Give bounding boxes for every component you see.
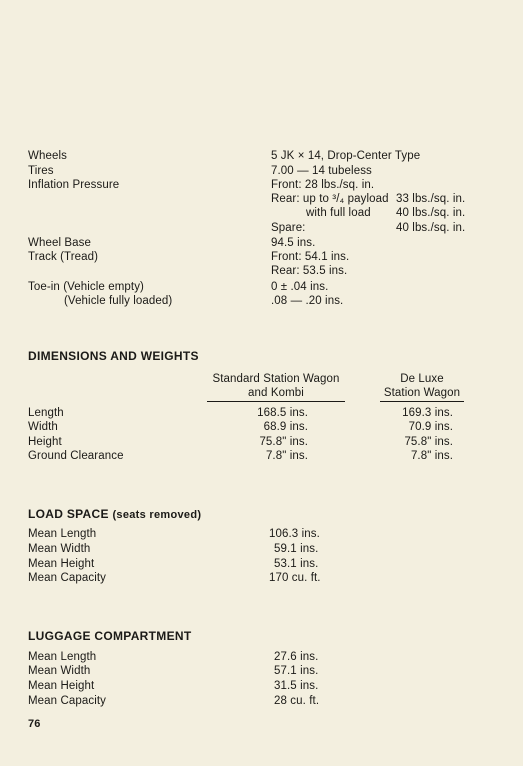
label-toe-in-loaded: (Vehicle fully loaded) <box>64 295 173 307</box>
col-standard-line2: and Kombi <box>248 387 304 399</box>
value-wheel-base: 94.5 ins. <box>271 237 316 249</box>
col-standard-rule <box>207 401 345 402</box>
value-toe-loaded: .08 — .20 ins. <box>271 295 344 307</box>
load-row-value: 53.1 ins. <box>274 558 319 570</box>
dim-row-label: Ground Clearance <box>28 450 124 462</box>
dim-row-deluxe: 7.8" ins. <box>410 450 453 462</box>
dim-row-label: Height <box>28 436 62 448</box>
load-row-value: 106.3 ins. <box>269 528 320 540</box>
luggage-row-value: 28 cu. ft. <box>274 695 320 707</box>
luggage-row-label: Mean Capacity <box>28 695 107 707</box>
value-rear-payload: Rear: up to ³/₄ payload <box>271 193 389 205</box>
value-tires: 7.00 — 14 tubeless <box>271 165 372 177</box>
label-track: Track (Tread) <box>28 251 99 263</box>
load-row-value: 59.1 ins. <box>274 543 319 555</box>
luggage-row-label: Mean Width <box>28 665 91 677</box>
luggage-row-value: 57.1 ins. <box>274 665 319 677</box>
col-deluxe-rule <box>380 401 464 402</box>
luggage-row-label: Mean Height <box>28 680 95 692</box>
col-deluxe-line2: Station Wagon <box>383 387 461 399</box>
load-row-value: 170 cu. ft. <box>269 572 321 584</box>
dim-row-label: Width <box>28 421 58 433</box>
dim-row-standard: 68.9 ins. <box>263 421 308 433</box>
load-space-heading <box>28 507 201 521</box>
value-rear-full-pressure: 40 lbs./sq. in. <box>396 207 466 219</box>
load-space-heading-title: LOAD SPACE <box>28 507 109 521</box>
load-row-label: Mean Width <box>28 543 91 555</box>
load-space-heading-note: (seats removed) <box>112 509 202 521</box>
dim-row-deluxe: 70.9 ins. <box>408 421 453 433</box>
load-row-label: Mean Height <box>28 558 95 570</box>
value-spare-pressure: 40 lbs./sq. in. <box>396 222 466 234</box>
dim-row-standard: 168.5 ins. <box>257 407 308 419</box>
luggage-row-label: Mean Length <box>28 651 97 663</box>
dim-row-deluxe: 169.3 ins. <box>402 407 453 419</box>
load-row-label: Mean Length <box>28 528 97 540</box>
label-wheel-base: Wheel Base <box>28 237 92 249</box>
dim-row-deluxe: 75.8" ins. <box>404 436 453 448</box>
label-inflation: Inflation Pressure <box>28 179 120 191</box>
label-tires: Tires <box>28 165 54 177</box>
value-track-rear: Rear: 53.5 ins. <box>271 265 348 277</box>
col-deluxe-line1: De Luxe <box>400 373 444 385</box>
dim-row-label: Length <box>28 407 64 419</box>
dim-row-standard: 75.8" ins. <box>259 436 308 448</box>
luggage-heading: LUGGAGE COMPARTMENT <box>28 629 192 643</box>
luggage-row-value: 27.6 ins. <box>274 651 319 663</box>
value-front-pressure: Front: 28 lbs./sq. in. <box>271 179 375 191</box>
value-spare-label: Spare: <box>271 222 306 234</box>
value-track-front: Front: 54.1 ins. <box>271 251 350 263</box>
value-rear-payload-pressure: 33 lbs./sq. in. <box>396 193 466 205</box>
label-toe-in: Toe-in (Vehicle empty) <box>28 281 144 293</box>
value-wheels: 5 JK × 14, Drop-Center Type <box>271 150 421 162</box>
value-rear-full: with full load <box>306 207 371 219</box>
dim-row-standard: 7.8" ins. <box>265 450 308 462</box>
label-wheels: Wheels <box>28 150 67 162</box>
load-row-label: Mean Capacity <box>28 572 107 584</box>
col-standard-line1: Standard Station Wagon <box>212 373 340 385</box>
value-toe-empty: 0 ± .04 ins. <box>271 281 329 293</box>
page-number: 76 <box>28 718 41 730</box>
luggage-row-value: 31.5 ins. <box>274 680 319 692</box>
dimensions-heading: DIMENSIONS AND WEIGHTS <box>28 349 199 363</box>
